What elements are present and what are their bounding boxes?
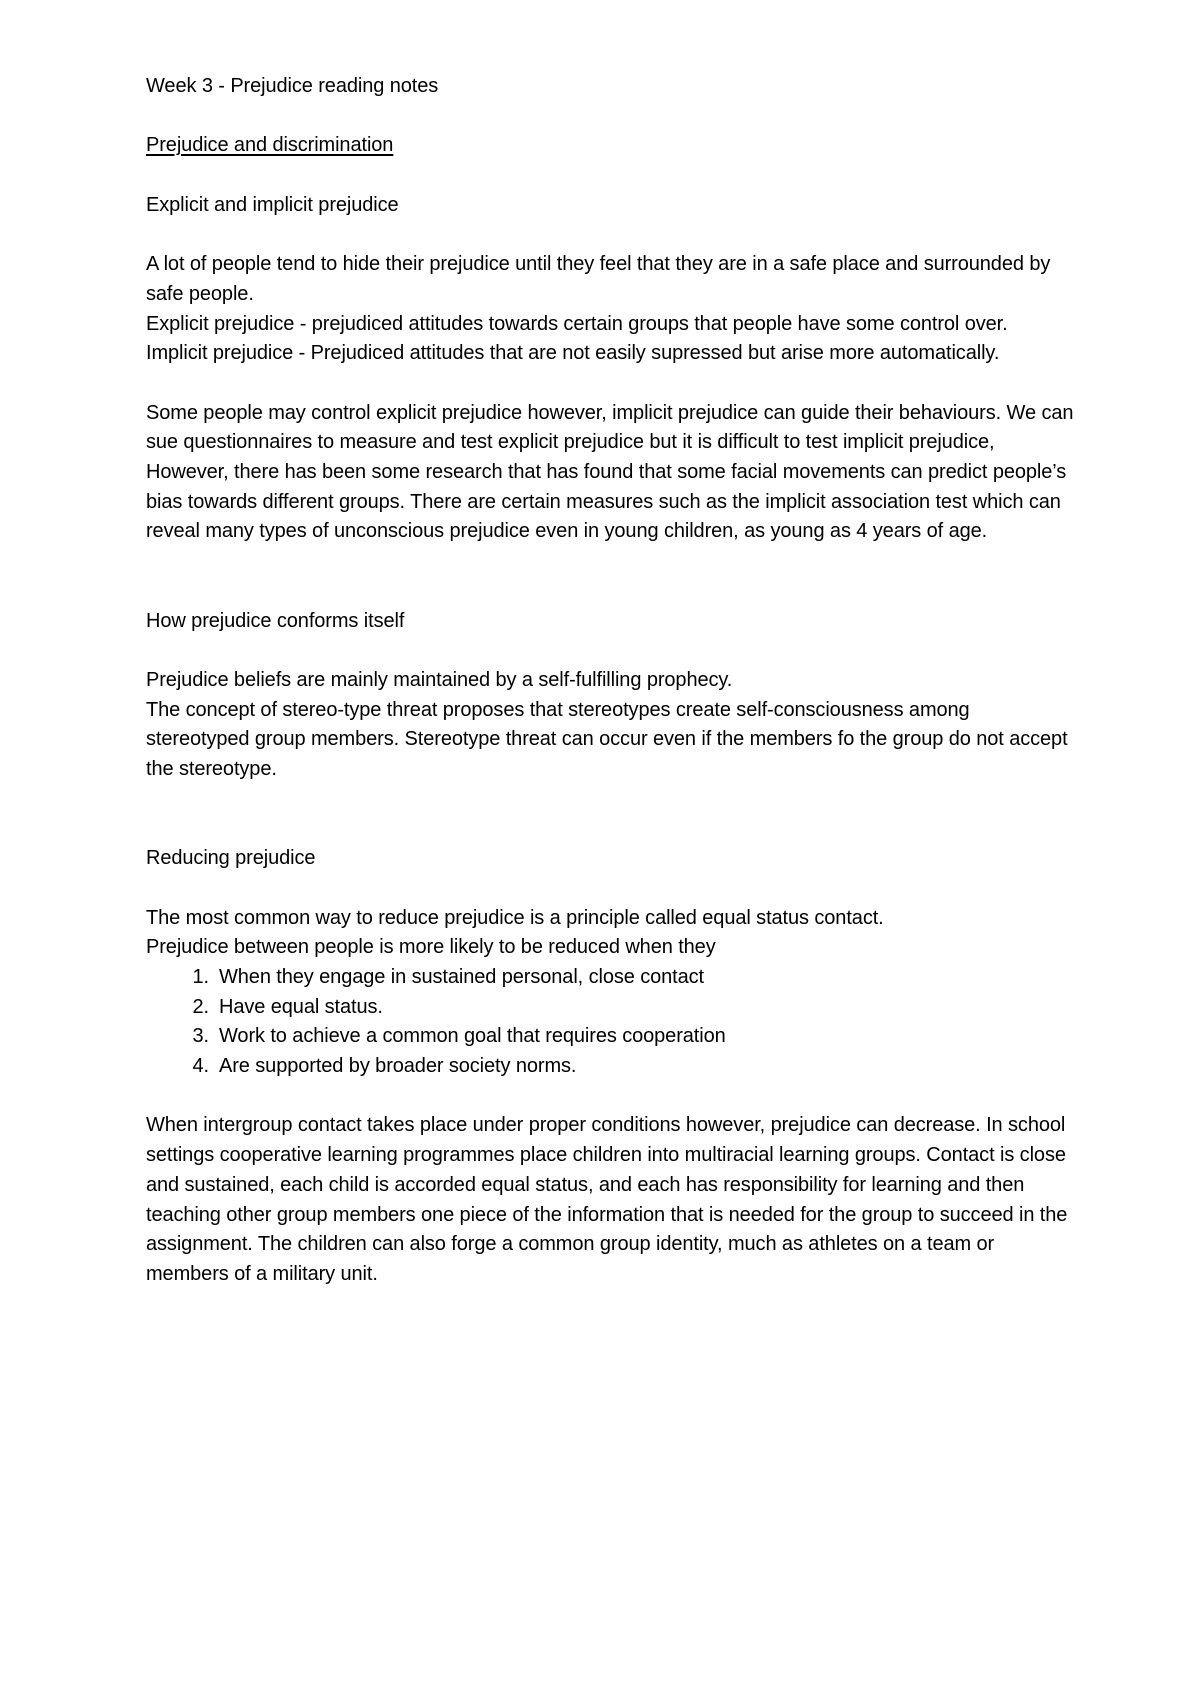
subsection-heading-explicit: Explicit and implicit prejudice (146, 193, 399, 216)
list-text: Are supported by broader society norms. (219, 1055, 577, 1078)
list-text: Have equal status. (219, 995, 383, 1018)
equal-status-line: The most common way to reduce prejudice is a principle called equal status contact. (146, 906, 884, 929)
section-heading: Prejudice and discrimination (146, 134, 394, 157)
implicit-definition: Implicit prejudice - Prejudiced attitudes that are not easily supressed but arise more automatically. (146, 342, 1000, 365)
explicit-definition: Explicit prejudice - prejudiced attitudes towards certain groups that people have some control over. (146, 312, 1008, 335)
list-number: 2. (192, 995, 209, 1018)
document-body (146, 72, 1076, 1290)
list-item (192, 1052, 1076, 1082)
intergroup-contact-paragraph: When intergroup contact takes place under proper conditions however, prejudice can decrease. In school settings cooperative learning programmes place children into multiracial learning groups. Contact is close and sustained, each child is accorded equal status, and each has responsibility for learning and then teaching other group members one piece of the information that is needed for the group to succeed in the assignment. The children can also forge a common group identity, much as athletes on a team or members of a military unit. (146, 1114, 1068, 1285)
list-item (192, 1022, 1076, 1052)
stereotype-threat-paragraph: The concept of stereo-type threat proposes that stereotypes create self-consciousness among stereotyped group members. Stereotype threat can occur even if the members fo the group do not accept the stereotype. (146, 698, 1068, 781)
intro-paragraph: A lot of people tend to hide their prejudice until they feel that they are in a safe place and surrounded by safe people. (146, 253, 1051, 305)
conditions-list (146, 963, 1076, 1082)
list-item (192, 963, 1076, 993)
list-number: 1. (192, 965, 209, 988)
list-number: 3. (192, 1025, 209, 1048)
subsection-heading-confirms: How prejudice conforms itself (146, 609, 405, 632)
implicit-paragraph: Some people may control explicit prejudice however, implicit prejudice can guide their behaviours. We can sue questionnaires to measure and test explicit prejudice but it is difficult to test implicit prejudice, However, there has been some research that has found that some facial movements can predict people’s bias towards different groups. There are certain measures such as the implicit association test which can reveal many types of unconscious prejudice even in young children, as young as 4 years of age. (146, 401, 1074, 543)
prophecy-line: Prejudice beliefs are mainly maintained by a self-fulfilling prophecy. (146, 668, 733, 691)
list-item (192, 993, 1076, 1023)
list-text: Work to achieve a common goal that requires cooperation (219, 1025, 726, 1048)
subsection-heading-reducing: Reducing prejudice (146, 847, 316, 870)
list-number: 4. (192, 1055, 209, 1078)
document-title: Week 3 - Prejudice reading notes (146, 75, 439, 97)
conditions-intro: Prejudice between people is more likely to be reduced when they (146, 936, 716, 959)
list-text: When they engage in sustained personal, close contact (219, 965, 705, 988)
